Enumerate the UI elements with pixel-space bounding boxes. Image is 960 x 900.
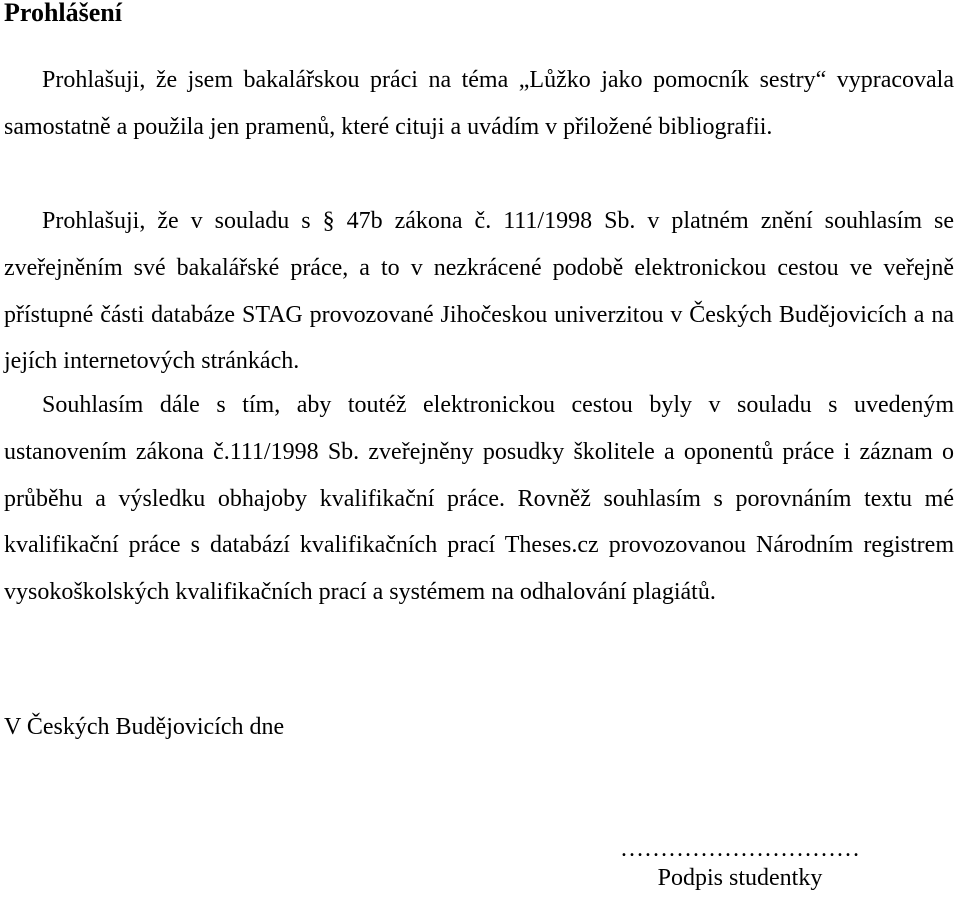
declaration-paragraph-publication: Prohlašuji, že v souladu s § 47b zákona č. 111/1998 Sb. v platném znění souhlasím se zveřejněním své bakalářské práce, a to v nezkrácené podobě elektronickou cestou ve veřejně přístupné části databáze STAG provozované Jihočeskou univerzitou v Českých Budějovicích a na jejích internetových stránkách. [4, 208, 954, 375]
declaration-paragraph-authorship: Prohlašuji, že jsem bakalářskou práci na téma „Lůžko jako pomocník sestry“ vypracovala samostatně a použila jen pramenů, které cituji a uvádím v přiložené bibliografii. [4, 67, 954, 140]
place-and-date: V Českých Budějovicích dne [4, 714, 285, 740]
page-title: Prohlášení [4, 0, 122, 27]
signature-line: ………………………… [620, 836, 860, 862]
declaration-paragraph-consent: Souhlasím dále s tím, aby toutéž elektronickou cestou byly v souladu s uvedeným ustanovením zákona č.111/1998 Sb. zveřejněny posudky školitele a oponentů práce i záznam o průběhu a výsledku obhajoby kvalifikační práce. Rovněž souhlasím s porovnáním textu mé kvalifikační práce s databází kvalifikačních prací Theses.cz provozovanou Národním registrem vysokoškolských kvalifikačních prací a systémem na odhalování plagiátů. [4, 392, 954, 606]
signature-label: Podpis studentky [657, 865, 823, 891]
signature-block [620, 836, 860, 894]
